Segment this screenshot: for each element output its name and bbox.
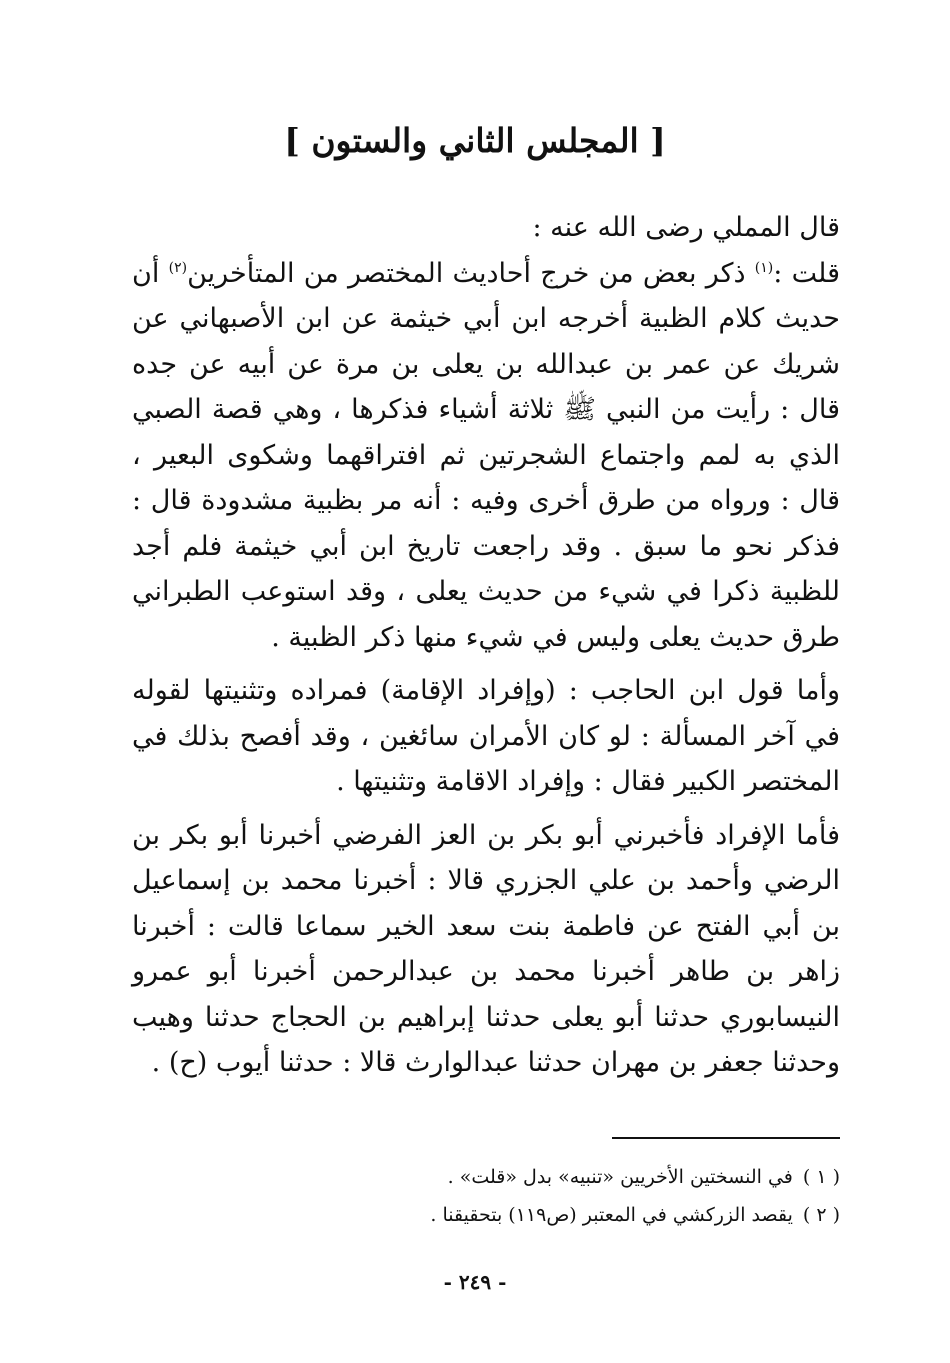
paragraph-ibn-hajib: وأما قول ابن الحاجب : (وإفراد الإقامة) فمراده وتثنيتها لقوله في آخر المسألة : لو كان الأمران سائغين ، وقد أفصح بذلك في المختصر الكبير فقال : وإفراد الاقامة وتثنيتها . <box>132 675 840 797</box>
footnote-ref-1: (١) <box>754 259 774 276</box>
footnote-1-text: في النسختين الأخريين «تنبيه» بدل «قلت» . <box>447 1166 793 1188</box>
paragraph-ifrad: فأما الإفراد فأخبرني أبو بكر بن العز الفرضي أخبرنا أبو بكر بن الرضي وأحمد بن علي الجزري قالا : أخبرنا محمد بن إسماعيل بن أبي الفتح عن فاطمة بنت سعد الخير سماعا قالت : أخبرنا زاهر بن طاهر أخبرنا محمد بن عبدالرحمن أخبرنا أبو عمرو النيسابوري حدثنا أبو يعلى حدثنا إبراهيم بن الحجاج حدثنا وهيب وحدثنا جعفر بن مهران حدثنا عبدالوارث قالا : حدثنا أيوب (ح) . <box>132 819 840 1078</box>
paragraph-qultu <box>132 251 840 661</box>
footnote-2-number: ( ٢ ) <box>802 1204 840 1226</box>
footnote-1-number: ( ١ ) <box>802 1166 840 1188</box>
footnote-divider <box>612 1137 840 1139</box>
footnote-ref-2: (٢) <box>168 259 188 276</box>
main-text <box>132 205 840 1086</box>
paragraph-qultu-middle: ذكر بعض من خرج أحاديث المختصر من المتأخرين <box>187 257 755 289</box>
paragraph-qultu-start: قلت : <box>773 257 840 289</box>
footnote-1 <box>132 1158 840 1196</box>
paragraph-qultu-rest: أن حديث كلام الظبية أخرجه ابن أبي خيثمة عن ابن الأصبهاني عن شريك عن عمر بن عبدالله بن يعلى بن مرة عن أبيه عن جده قال : رأيت من النبي ﷺ ثلاثة أشياء فذكرها ، وهي قصة الصبي الذي به لمم واجتماع الشجرتين ثم افتراقهما وشكوى البعير ، قال : ورواه من طرق أخرى وفيه : أنه مر بظبية مشدودة قال : فذكر نحو ما سبق . وقد راجعت تاريخ ابن أبي خيثمة فلم أجد للظبية ذكرا في شيء من حديث يعلى ، وقد استوعب الطبراني طرق حديث يعلى وليس في شيء منها ذكر الظبية . <box>132 257 840 653</box>
section-title: [ المجلس الثاني والستون ] <box>284 121 666 160</box>
footnotes <box>132 1158 840 1234</box>
footnote-2-text: يقصد الزركشي في المعتبر (ص١١٩) بتحقيقنا . <box>430 1204 793 1226</box>
paragraph-opening: قال المملي رضى الله عنه : <box>532 212 840 243</box>
page-number: - ٢٤٩ - <box>443 1270 507 1294</box>
footnote-2 <box>132 1196 840 1234</box>
